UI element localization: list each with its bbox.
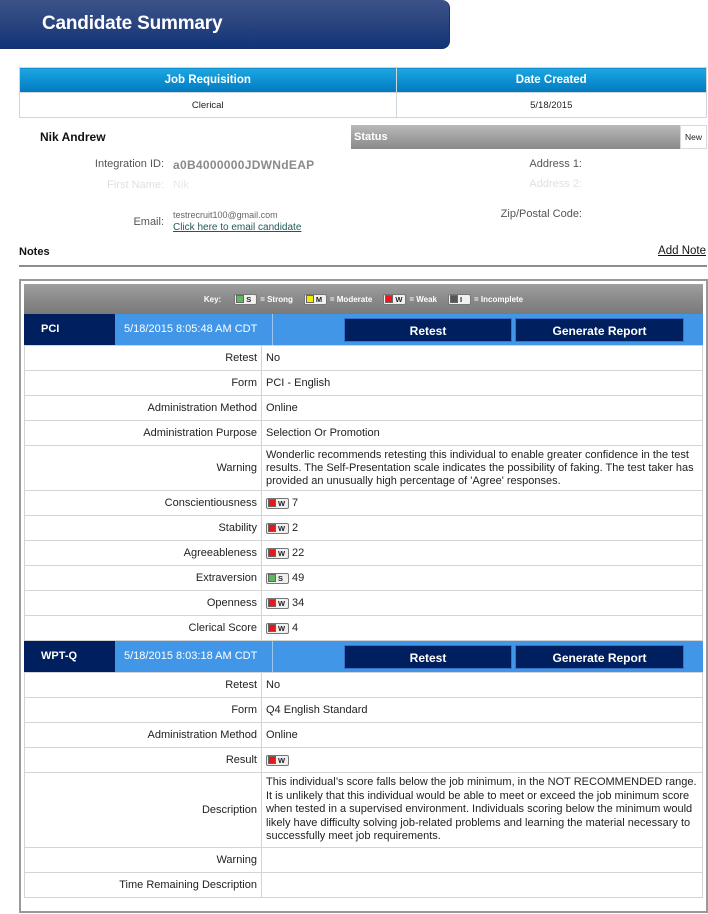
description-text: This individual’s score falls below the job minimum, in the NOT RECOMMENDED range. It is unlikely that this individual would be able to meet or exceed the job minimum score when tested in a supervised environment. Individuals scoring below the minimum would likely have difficulty solving job-related problems and learning the material necessary to successfully meet job requirements.: [262, 773, 703, 848]
weak-badge-icon: W: [266, 523, 289, 534]
email-label: Email:: [133, 216, 164, 228]
requisition-table: [19, 67, 707, 118]
score-row: Agreeableness W 22: [25, 541, 703, 566]
address2-label: Address 2:: [529, 178, 582, 190]
first-name-value: Nik: [173, 179, 189, 191]
table-row: Administration Method Online: [25, 723, 703, 748]
email-value: testrecruit100@gmail.com: [173, 210, 278, 220]
table-row: Form PCI - English: [25, 371, 703, 396]
weak-badge-icon: W: [266, 498, 289, 509]
status-label: Status: [351, 125, 680, 149]
integration-id-label: Integration ID:: [94, 158, 164, 170]
table-row: Retest No: [25, 673, 703, 698]
table-row: Result W: [25, 748, 703, 773]
score-row: Extraversion S 49: [25, 566, 703, 591]
test-details-pci: [24, 345, 703, 641]
key-item-weak: W = Weak: [383, 294, 437, 305]
table-row: Administration Method Online: [25, 396, 703, 421]
page-title: Candidate Summary: [42, 13, 223, 34]
table-row: Retest No: [25, 346, 703, 371]
strong-badge-icon: S: [234, 294, 257, 305]
test-name: WPT-Q: [24, 641, 115, 672]
score-row: Openness W 34: [25, 591, 703, 616]
notes-divider: [19, 265, 707, 267]
assessment-results-panel: [19, 279, 708, 913]
rating-key-bar: [24, 284, 703, 314]
weak-badge-icon: W: [266, 755, 289, 766]
date-created-value: 5/18/2015: [396, 93, 707, 118]
integration-id-value: a0B4000000JDWNdEAP: [173, 158, 315, 172]
date-created-header: Date Created: [396, 68, 707, 93]
moderate-badge-icon: M: [304, 294, 327, 305]
test-date: 5/18/2015 8:03:18 AM CDT: [115, 641, 273, 672]
table-row: Form Q4 English Standard: [25, 698, 703, 723]
generate-report-button[interactable]: Generate Report: [515, 645, 684, 669]
table-row: Time Remaining Description: [25, 873, 703, 898]
table-row: Warning: [25, 848, 703, 873]
key-item-moderate: M = Moderate: [304, 294, 372, 305]
generate-report-button[interactable]: Generate Report: [515, 318, 684, 342]
weak-badge-icon: W: [383, 294, 406, 305]
weak-badge-icon: W: [266, 548, 289, 559]
test-header-wptq: [24, 641, 703, 672]
weak-badge-icon: W: [266, 623, 289, 634]
test-header-pci: [24, 314, 703, 345]
score-row: Stability W 2: [25, 516, 703, 541]
job-requisition-header: Job Requisition: [20, 68, 397, 93]
first-name-label: First Name:: [107, 179, 164, 191]
retest-button[interactable]: Retest: [344, 318, 512, 342]
zip-label: Zip/Postal Code:: [500, 208, 582, 220]
email-candidate-link[interactable]: Click here to email candidate: [173, 222, 302, 233]
job-requisition-value: Clerical: [20, 93, 397, 118]
address1-label: Address 1:: [529, 158, 582, 170]
score-row: Clerical Score W 4: [25, 616, 703, 641]
score-row: Conscientiousness W 7: [25, 491, 703, 516]
retest-button[interactable]: Retest: [344, 645, 512, 669]
table-row: Description This individual’s score falls below the job minimum, in the NOT RECOMMENDED range. It is unlikely that this individual would be able to meet or exceed the job minimum score when tested in a supervised environment. Individuals scoring below the minimum would likely have difficulty solving job-related problems and learning the material necessary to successfully meet job requirements.: [25, 773, 703, 848]
key-item-strong: S = Strong: [234, 294, 293, 305]
test-name: PCI: [24, 314, 115, 345]
strong-badge-icon: S: [266, 573, 289, 584]
key-item-incomplete: I = Incomplete: [448, 294, 523, 305]
add-note-link[interactable]: Add Note: [658, 245, 706, 257]
page-header-banner: [0, 0, 450, 49]
table-row: Warning Wonderlic recommends retesting this individual to enable greater confidence in the test results. The Self-Presentation scale indicates the possibility of faking. The test taker has provided an unusually high percentage of 'Agree' responses.: [25, 446, 703, 491]
weak-badge-icon: W: [266, 598, 289, 609]
test-details-wptq: [24, 672, 703, 898]
key-label: Key:: [203, 294, 222, 304]
notes-heading: Notes: [19, 246, 50, 258]
table-row: Administration Purpose Selection Or Promotion: [25, 421, 703, 446]
candidate-name: Nik Andrew: [40, 130, 106, 144]
incomplete-badge-icon: I: [448, 294, 471, 305]
status-value: New: [680, 125, 707, 149]
warning-text: Wonderlic recommends retesting this individual to enable greater confidence in the test results. The Self-Presentation scale indicates the possibility of faking. The test taker has provided an unusually high percentage of 'Agree' responses.: [262, 446, 703, 491]
test-date: 5/18/2015 8:05:48 AM CDT: [115, 314, 273, 345]
